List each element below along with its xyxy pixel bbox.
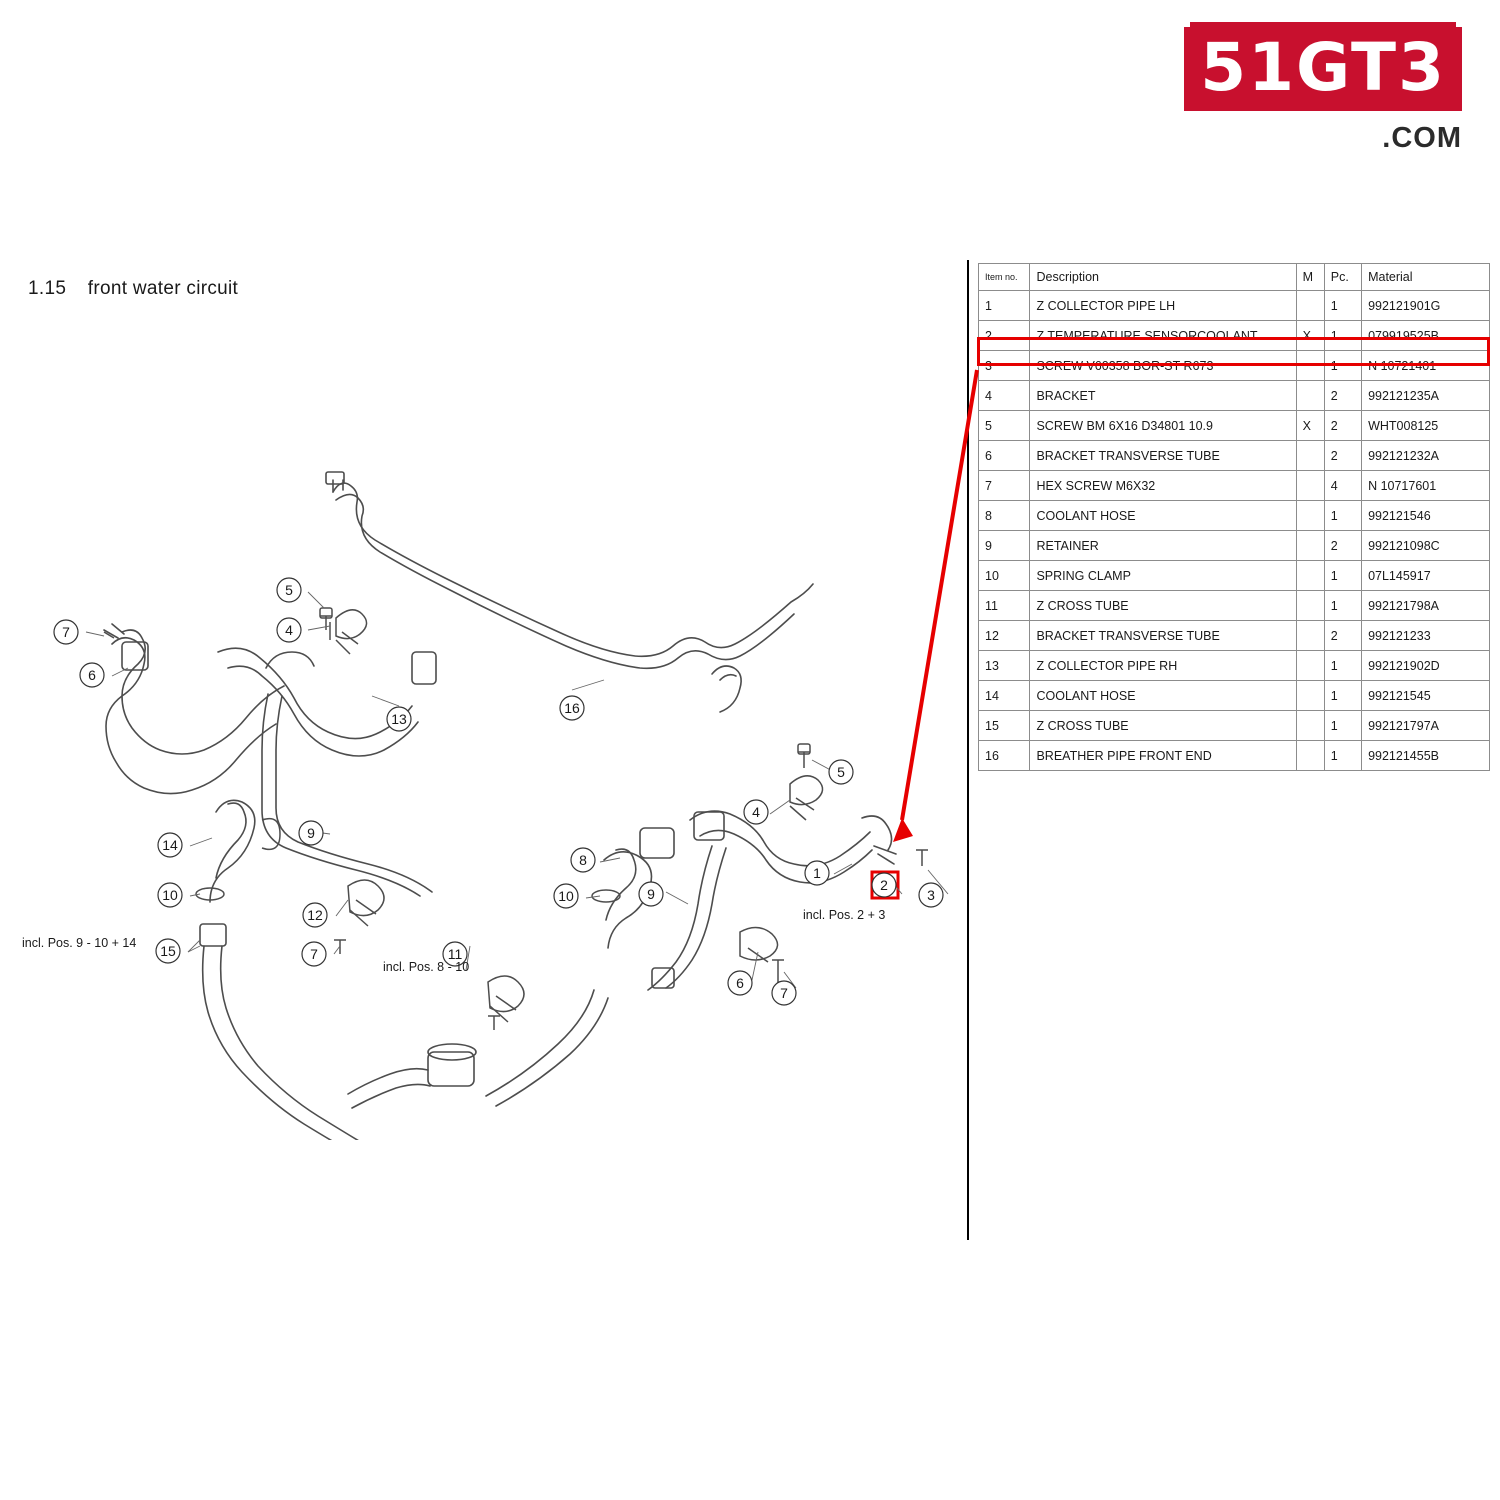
cell-item-no: 6 bbox=[979, 441, 1030, 471]
diagram-svg bbox=[0, 380, 970, 1140]
cell-material: 992121546 bbox=[1362, 501, 1490, 531]
cell-material: 992121797A bbox=[1362, 711, 1490, 741]
balloon-9[interactable] bbox=[639, 882, 663, 906]
cell-description: Z CROSS TUBE bbox=[1030, 591, 1296, 621]
cell-item-no: 7 bbox=[979, 471, 1030, 501]
balloon-12[interactable] bbox=[303, 903, 327, 927]
cell-description: BRACKET TRANSVERSE TUBE bbox=[1030, 621, 1296, 651]
logo-text: 51GT3 bbox=[1184, 22, 1462, 116]
balloon-6[interactable] bbox=[728, 971, 752, 995]
cell-description: COOLANT HOSE bbox=[1030, 501, 1296, 531]
balloon-10[interactable] bbox=[158, 883, 182, 907]
cell-pc: 1 bbox=[1324, 291, 1361, 321]
balloon-5[interactable] bbox=[277, 578, 301, 602]
cell-description: SCREW BM 6X16 D34801 10.9 bbox=[1030, 411, 1296, 441]
note-incl-8-10: incl. Pos. 8 - 10 bbox=[383, 960, 470, 974]
balloon-label: 4 bbox=[285, 622, 293, 638]
balloon-label: 13 bbox=[391, 711, 407, 727]
cell-material: N 10721401 bbox=[1362, 351, 1490, 381]
cell-pc: 2 bbox=[1324, 621, 1361, 651]
balloon-label: 7 bbox=[780, 985, 788, 1001]
table-row[interactable] bbox=[979, 411, 1490, 441]
small-parts bbox=[104, 608, 928, 1030]
cell-item-no: 11 bbox=[979, 591, 1030, 621]
balloon-1[interactable] bbox=[805, 861, 829, 885]
balloon-label: 9 bbox=[647, 886, 655, 902]
cell-description: HEX SCREW M6X32 bbox=[1030, 471, 1296, 501]
cell-m bbox=[1296, 531, 1324, 561]
cell-item-no: 3 bbox=[979, 351, 1030, 381]
cell-m bbox=[1296, 741, 1324, 771]
balloon-label: 16 bbox=[564, 700, 580, 716]
table-row[interactable] bbox=[979, 741, 1490, 771]
cell-m bbox=[1296, 651, 1324, 681]
balloon-label: 1 bbox=[813, 865, 821, 881]
cell-item-no: 2 bbox=[979, 321, 1030, 351]
balloon-5[interactable] bbox=[829, 760, 853, 784]
cell-material: N 10717601 bbox=[1362, 471, 1490, 501]
table-row[interactable] bbox=[979, 561, 1490, 591]
balloon-label: 3 bbox=[927, 887, 935, 903]
site-logo bbox=[1184, 22, 1462, 155]
cell-m bbox=[1296, 591, 1324, 621]
cell-pc: 1 bbox=[1324, 321, 1361, 351]
header-material: Material bbox=[1362, 264, 1490, 291]
cell-item-no: 9 bbox=[979, 531, 1030, 561]
cell-item-no: 12 bbox=[979, 621, 1030, 651]
cell-material: 992121235A bbox=[1362, 381, 1490, 411]
table-row[interactable] bbox=[979, 651, 1490, 681]
balloon-7[interactable] bbox=[54, 620, 78, 644]
note-incl-9-10-14: incl. Pos. 9 - 10 + 14 bbox=[22, 936, 137, 950]
cell-m bbox=[1296, 621, 1324, 651]
balloon-label: 15 bbox=[160, 943, 176, 959]
balloon-7[interactable] bbox=[772, 981, 796, 1005]
cell-item-no: 13 bbox=[979, 651, 1030, 681]
table-row[interactable] bbox=[979, 321, 1490, 351]
cell-description: BRACKET TRANSVERSE TUBE bbox=[1030, 441, 1296, 471]
cell-description: COOLANT HOSE bbox=[1030, 681, 1296, 711]
page-title bbox=[28, 278, 238, 300]
cell-m bbox=[1296, 501, 1324, 531]
cell-pc: 1 bbox=[1324, 591, 1361, 621]
leader-lines bbox=[86, 592, 948, 988]
exploded-diagram bbox=[0, 380, 970, 1140]
cell-pc: 1 bbox=[1324, 651, 1361, 681]
table-row[interactable] bbox=[979, 621, 1490, 651]
cell-material: 07L145917 bbox=[1362, 561, 1490, 591]
cell-description: BREATHER PIPE FRONT END bbox=[1030, 741, 1296, 771]
balloon-label: 7 bbox=[62, 624, 70, 640]
parts-table-header bbox=[979, 264, 1490, 291]
cell-description: SPRING CLAMP bbox=[1030, 561, 1296, 591]
cell-m: X bbox=[1296, 411, 1324, 441]
cell-pc: 1 bbox=[1324, 741, 1361, 771]
table-row[interactable] bbox=[979, 531, 1490, 561]
cell-pc: 1 bbox=[1324, 501, 1361, 531]
cell-m bbox=[1296, 711, 1324, 741]
cell-item-no: 4 bbox=[979, 381, 1030, 411]
balloon-2[interactable] bbox=[872, 873, 896, 897]
cell-material: 992121902D bbox=[1362, 651, 1490, 681]
cell-item-no: 10 bbox=[979, 561, 1030, 591]
section-title: front water circuit bbox=[87, 278, 239, 299]
table-row[interactable] bbox=[979, 291, 1490, 321]
balloon-4[interactable] bbox=[277, 618, 301, 642]
cell-m bbox=[1296, 441, 1324, 471]
cell-pc: 1 bbox=[1324, 681, 1361, 711]
table-row[interactable] bbox=[979, 501, 1490, 531]
cell-material: 992121232A bbox=[1362, 441, 1490, 471]
table-row[interactable] bbox=[979, 441, 1490, 471]
balloon-9[interactable] bbox=[299, 821, 323, 845]
parts-table-container bbox=[978, 263, 1490, 771]
cell-item-no: 1 bbox=[979, 291, 1030, 321]
balloon-label: 10 bbox=[162, 887, 178, 903]
cell-pc: 1 bbox=[1324, 711, 1361, 741]
cell-m: X bbox=[1296, 321, 1324, 351]
balloon-14[interactable] bbox=[158, 833, 182, 857]
cell-item-no: 8 bbox=[979, 501, 1030, 531]
cell-description: Z CROSS TUBE bbox=[1030, 711, 1296, 741]
balloon-label: 8 bbox=[579, 852, 587, 868]
balloon-15[interactable] bbox=[156, 939, 180, 963]
cell-item-no: 16 bbox=[979, 741, 1030, 771]
balloon-label: 14 bbox=[162, 837, 178, 853]
cell-m bbox=[1296, 561, 1324, 591]
section-number: 1.15 bbox=[28, 278, 67, 299]
balloon-13[interactable] bbox=[387, 707, 411, 731]
balloon-label: 5 bbox=[285, 582, 293, 598]
balloon-label: 12 bbox=[307, 907, 323, 923]
cell-item-no: 14 bbox=[979, 681, 1030, 711]
balloon-3[interactable] bbox=[919, 883, 943, 907]
table-row[interactable] bbox=[979, 681, 1490, 711]
balloon-label: 11 bbox=[447, 946, 463, 962]
table-row[interactable] bbox=[979, 711, 1490, 741]
cell-pc: 1 bbox=[1324, 561, 1361, 591]
cell-pc: 2 bbox=[1324, 441, 1361, 471]
balloon-label: 2 bbox=[880, 877, 888, 893]
cell-item-no: 15 bbox=[979, 711, 1030, 741]
table-row[interactable] bbox=[979, 351, 1490, 381]
balloon-6[interactable] bbox=[80, 663, 104, 687]
balloon-label: 5 bbox=[837, 764, 845, 780]
cell-pc: 2 bbox=[1324, 411, 1361, 441]
cell-material: 992121455B bbox=[1362, 741, 1490, 771]
balloon-4[interactable] bbox=[744, 800, 768, 824]
cell-item-no: 5 bbox=[979, 411, 1030, 441]
parts-table-body bbox=[979, 291, 1490, 771]
cell-description: Z COLLECTOR PIPE RH bbox=[1030, 651, 1296, 681]
header-description: Description bbox=[1030, 264, 1296, 291]
cell-description: Z TEMPERATURE SENSORCOOLANT bbox=[1030, 321, 1296, 351]
cell-material: 079919525B bbox=[1362, 321, 1490, 351]
balloon-label: 7 bbox=[310, 946, 318, 962]
balloon-16[interactable] bbox=[560, 696, 584, 720]
cell-m bbox=[1296, 291, 1324, 321]
balloon-label: 6 bbox=[88, 667, 96, 683]
table-row[interactable] bbox=[979, 471, 1490, 501]
cell-pc: 1 bbox=[1324, 351, 1361, 381]
cell-material: 992121233 bbox=[1362, 621, 1490, 651]
logo-suffix: .COM bbox=[1382, 122, 1462, 154]
cell-description: RETAINER bbox=[1030, 531, 1296, 561]
header-m: M bbox=[1296, 264, 1324, 291]
parts-table bbox=[978, 263, 1490, 771]
table-header-row bbox=[979, 264, 1490, 291]
cell-pc: 2 bbox=[1324, 381, 1361, 411]
cell-material: 992121798A bbox=[1362, 591, 1490, 621]
cell-m bbox=[1296, 351, 1324, 381]
cell-m bbox=[1296, 471, 1324, 501]
cell-description: SCREW V60358 BOR-ST R673 bbox=[1030, 351, 1296, 381]
cell-pc: 4 bbox=[1324, 471, 1361, 501]
note-incl-2-3: incl. Pos. 2 + 3 bbox=[803, 908, 886, 922]
cell-m bbox=[1296, 681, 1324, 711]
balloon-8[interactable] bbox=[571, 848, 595, 872]
table-row[interactable] bbox=[979, 591, 1490, 621]
balloon-label: 10 bbox=[558, 888, 574, 904]
balloon-label: 9 bbox=[307, 825, 315, 841]
balloon-10[interactable] bbox=[554, 884, 578, 908]
balloon-7[interactable] bbox=[302, 942, 326, 966]
cell-material: 992121545 bbox=[1362, 681, 1490, 711]
cell-material: 992121098C bbox=[1362, 531, 1490, 561]
cell-material: WHT008125 bbox=[1362, 411, 1490, 441]
cell-pc: 2 bbox=[1324, 531, 1361, 561]
cell-m bbox=[1296, 381, 1324, 411]
header-pc: Pc. bbox=[1324, 264, 1361, 291]
table-row[interactable] bbox=[979, 381, 1490, 411]
cell-material: 992121901G bbox=[1362, 291, 1490, 321]
balloon-label: 4 bbox=[752, 804, 760, 820]
cell-description: BRACKET bbox=[1030, 381, 1296, 411]
header-item-no: Item no. bbox=[979, 264, 1030, 291]
cell-description: Z COLLECTOR PIPE LH bbox=[1030, 291, 1296, 321]
hose-paths bbox=[104, 472, 896, 1140]
balloon-label: 6 bbox=[736, 975, 744, 991]
